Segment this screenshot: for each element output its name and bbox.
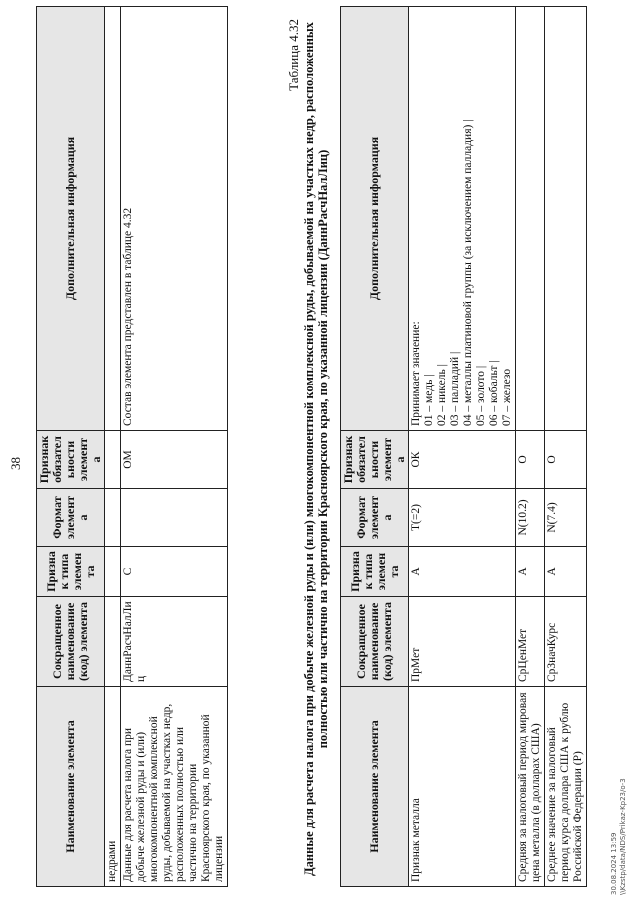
t2-row0-format: T(=2)	[409, 489, 516, 547]
table-number: Таблица 4.32	[286, 19, 301, 91]
t1-row0-name: недрами	[105, 687, 121, 887]
table-caption: Данные для расчета налога при добыче железной руды и (или) многокомпонентной комплексной руды, добываемой на участках недр, расположенных полностью или частично на территории Красноярского края, по указанной лицензии (ДаннРасчНалЛиц)	[302, 22, 330, 876]
t2-header-req: Признак обязательности элемента	[341, 431, 409, 489]
stamp-path: \\Kzstp/data/NDS/Prikaz-Kp23/o-3	[619, 778, 627, 895]
t2-header-name: Наименование элемента	[341, 687, 409, 887]
t2-row0-code: ПрМет	[409, 597, 516, 687]
t2-row0-name: Признак металла	[409, 687, 516, 887]
info-line: 04 – металлы платиновой группы (за исключением палладия) |	[462, 119, 474, 426]
t2-row2-format: N(7.4)	[545, 489, 587, 547]
table-row	[105, 7, 121, 887]
t2-row1-name: Средняя за налоговый период мировая цена металла (в долларах США)	[516, 687, 545, 887]
t2-header-format: Формат элемента	[341, 489, 409, 547]
info-line: Принимает значение:	[410, 321, 422, 426]
t2-header-info: Дополнительная информация	[341, 7, 409, 431]
t1-header-code: Сокращенное наименование (код) элемента	[37, 597, 105, 687]
t2-header-type: Признак типа элемента	[341, 547, 409, 597]
stamp-date: 30.08.2024 13:59	[610, 832, 618, 895]
t1-header-format: Формат элемента	[37, 489, 105, 547]
table-continuation	[36, 6, 228, 887]
t2-header-code: Сокращенное наименование (код) элемента	[341, 597, 409, 687]
table-row	[121, 7, 228, 887]
t1-row1-name: Данные для расчета налога при добыче железной руды и (или) многокомпонентной комплексной руды, добываемой на участках недр, расположенных полностью или частично на территории Красноярского края, по указанной лицензии	[121, 687, 228, 887]
t2-row1-format: N(10.2)	[516, 489, 545, 547]
t2-row2-code: СрЗначКурс	[545, 597, 587, 687]
t1-row1-format	[121, 489, 228, 547]
t1-header-name: Наименование элемента	[37, 687, 105, 887]
t2-row1-code: СрЦенМет	[516, 597, 545, 687]
print-stamp	[610, 695, 628, 895]
info-line: 05 – золото |	[475, 365, 487, 426]
t1-row1-type: С	[121, 547, 228, 597]
t1-row1-code: ДаннРасчНалЛиц	[121, 597, 228, 687]
t2-row2-name: Среднее значение за налоговый период курса доллара США к рублю Российской Федерации (Р)	[545, 687, 587, 887]
info-line: 02 – никель |	[436, 364, 448, 426]
t1-header-type: Признак типа элемента	[37, 547, 105, 597]
t1-header-req: Признак обязательности элемента	[37, 431, 105, 489]
t2-row0-info	[409, 7, 516, 431]
info-line: 06 – кобальт |	[488, 360, 500, 426]
info-line: 07 – железо	[501, 368, 513, 426]
info-line: 01 – медь |	[423, 374, 435, 426]
t2-row2-type: А	[545, 547, 587, 597]
t1-header-info: Дополнительная информация	[37, 7, 105, 431]
table-row	[545, 7, 587, 887]
t2-row1-req: О	[516, 431, 545, 489]
t2-row2-req: О	[545, 431, 587, 489]
table-4-32	[340, 6, 587, 887]
table-row	[516, 7, 545, 887]
t1-row1-info: Состав элемента представлен в таблице 4.32	[121, 7, 228, 431]
info-line: 03 – палладий |	[449, 351, 461, 426]
t2-row0-req: ОК	[409, 431, 516, 489]
t2-row1-type: А	[516, 547, 545, 597]
t1-row1-req: ОМ	[121, 431, 228, 489]
t2-row0-type: А	[409, 547, 516, 597]
table-row	[409, 7, 516, 887]
page-number: 38	[8, 457, 23, 470]
